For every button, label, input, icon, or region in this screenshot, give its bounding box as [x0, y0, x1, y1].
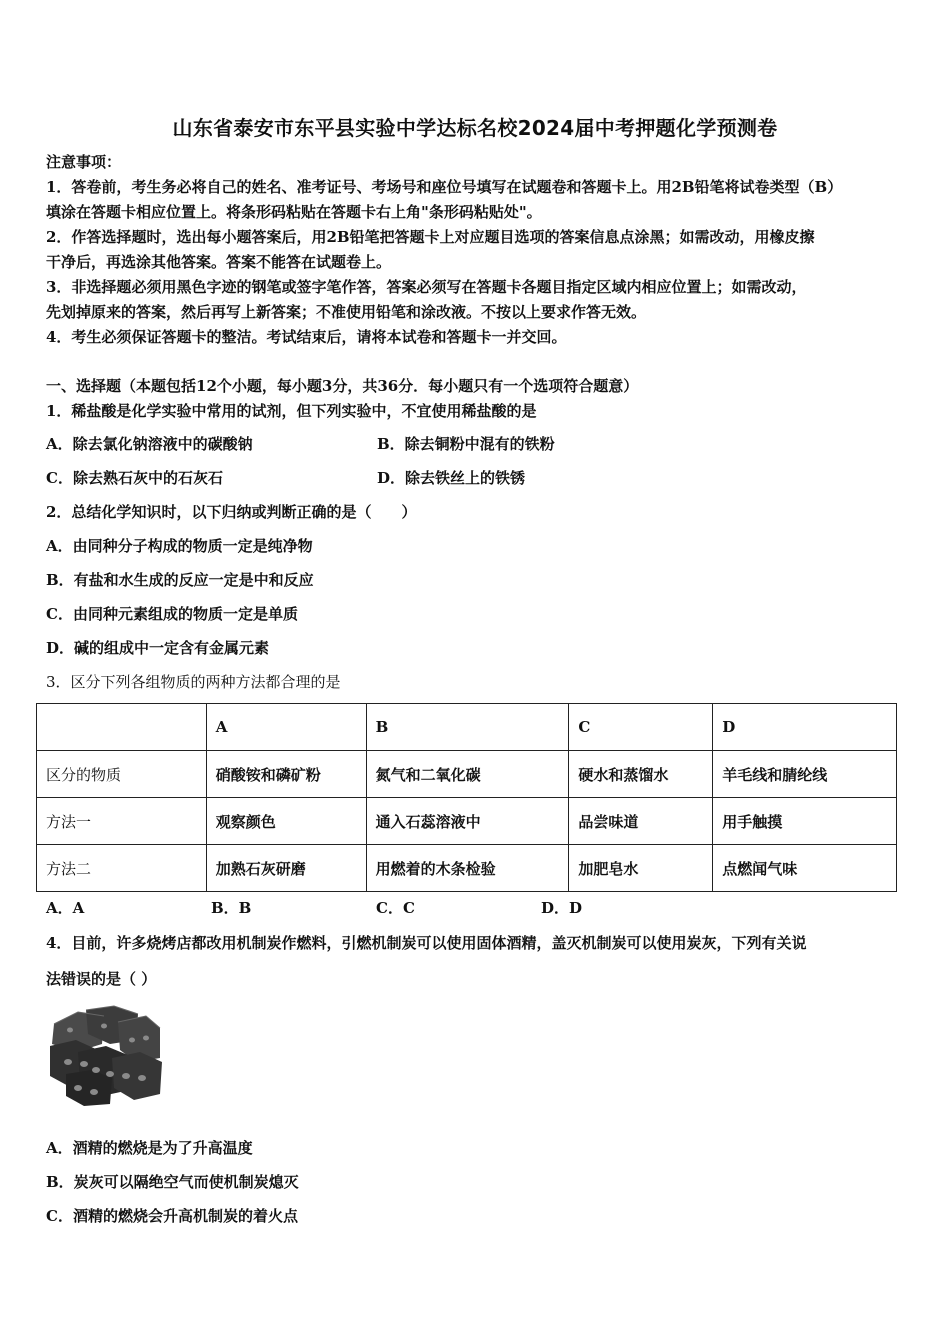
notice-line: 3．非选择题必须用黑色字迹的钢笔或签字笔作答，答案必须写在答题卡各题目指定区域内相应位置上；如需改动， — [46, 278, 807, 296]
q4-option-b: B．炭灰可以隔绝空气而使机制炭熄灭 — [46, 1173, 299, 1191]
q3-option-d: D．D — [541, 899, 583, 917]
table-cell: 硬水和蒸馏水 — [569, 751, 713, 798]
table-row — [37, 751, 897, 798]
q3-table — [36, 703, 897, 892]
notice-line: 干净后，再选涂其他答案。答案不能答在试题卷上。 — [46, 253, 392, 271]
q2-option-a: A．由同种分子构成的物质一定是纯净物 — [46, 537, 313, 555]
q2-option-b: B．有盐和水生成的反应一定是中和反应 — [46, 571, 314, 589]
question-4-stem: 4．目前，许多烧烤店都改用机制炭作燃料，引燃机制炭可以使用固体酒精，盖灭机制炭可以使用炭灰，下列有关说 — [46, 934, 807, 952]
q4-option-a: A．酒精的燃烧是为了升高温度 — [46, 1139, 253, 1157]
table-row — [37, 798, 897, 845]
table-cell: 氮气和二氧化碳 — [366, 751, 569, 798]
q1-option-b: B．除去铜粉中混有的铁粉 — [377, 435, 555, 453]
question-2-stem: 2．总结化学知识时，以下归纳或判断正确的是（ ） — [46, 503, 417, 521]
q3-option-a: A．A — [46, 899, 85, 917]
table-cell: 区分的物质 — [37, 751, 207, 798]
table-header-cell: C — [569, 704, 713, 751]
question-4-stem-continued: 法错误的是（ ） — [46, 970, 157, 988]
table-header-cell: A — [206, 704, 366, 751]
table-header-cell: D — [713, 704, 897, 751]
table-cell: 方法二 — [37, 845, 207, 892]
q2-option-d: D．碱的组成中一定含有金属元素 — [46, 639, 270, 657]
notice-line: 1．答卷前，考生务必将自己的姓名、准考证号、考场号和座位号填写在试题卷和答题卡上。用2B铅笔将试卷类型（B） — [46, 178, 843, 196]
table-row — [37, 845, 897, 892]
table-cell: 加熟石灰研磨 — [206, 845, 366, 892]
table-cell: 通入石蕊溶液中 — [366, 798, 569, 845]
charcoal-briquettes-image — [48, 1004, 164, 1108]
q1-option-c: C．除去熟石灰中的石灰石 — [46, 469, 223, 487]
table-cell: 羊毛线和腈纶线 — [713, 751, 897, 798]
question-3-stem: 3．区分下列各组物质的两种方法都合理的是 — [46, 673, 341, 691]
page-title: 山东省泰安市东平县实验中学达标名校2024届中考押题化学预测卷 — [172, 116, 778, 140]
table-cell: 用手触摸 — [713, 798, 897, 845]
notice-line: 2．作答选择题时，选出每小题答案后，用2B铅笔把答题卡上对应题目选项的答案信息点涂黑；如需改动，用橡皮擦 — [46, 228, 815, 246]
q2-option-c: C．由同种元素组成的物质一定是单质 — [46, 605, 298, 623]
notice-line: 4．考生必须保证答题卡的整洁。考试结束后，请将本试卷和答题卡一并交回。 — [46, 328, 567, 346]
q3-option-b: B．B — [211, 899, 252, 917]
table-header-row — [37, 704, 897, 751]
q1-option-a: A．除去氯化钠溶液中的碳酸钠 — [46, 435, 253, 453]
q3-option-c: C．C — [376, 899, 415, 917]
q1-option-d: D．除去铁丝上的铁锈 — [377, 469, 526, 487]
notice-heading: 注意事项： — [46, 153, 122, 171]
section-heading: 一、选择题（本题包括12个小题，每小题3分，共36分．每小题只有一个选项符合题意） — [46, 377, 639, 395]
table-header-cell — [37, 704, 207, 751]
notice-line: 填涂在答题卡相应位置上。将条形码粘贴在答题卡右上角"条形码粘贴处"。 — [46, 203, 542, 221]
question-1-stem: 1．稀盐酸是化学实验中常用的试剂，但下列实验中，不宜使用稀盐酸的是 — [46, 402, 537, 420]
table-cell: 观察颜色 — [206, 798, 366, 845]
q4-option-c: C．酒精的燃烧会升高机制炭的着火点 — [46, 1207, 298, 1225]
table-cell: 方法一 — [37, 798, 207, 845]
notice-line: 先划掉原来的答案，然后再写上新答案；不准使用铅笔和涂改液。不按以上要求作答无效。 — [46, 303, 647, 321]
table-cell: 品尝味道 — [569, 798, 713, 845]
table-cell: 用燃着的木条检验 — [366, 845, 569, 892]
table-cell: 加肥皂水 — [569, 845, 713, 892]
table-cell: 点燃闻气味 — [713, 845, 897, 892]
table-cell: 硝酸铵和磷矿粉 — [206, 751, 366, 798]
table-header-cell: B — [366, 704, 569, 751]
